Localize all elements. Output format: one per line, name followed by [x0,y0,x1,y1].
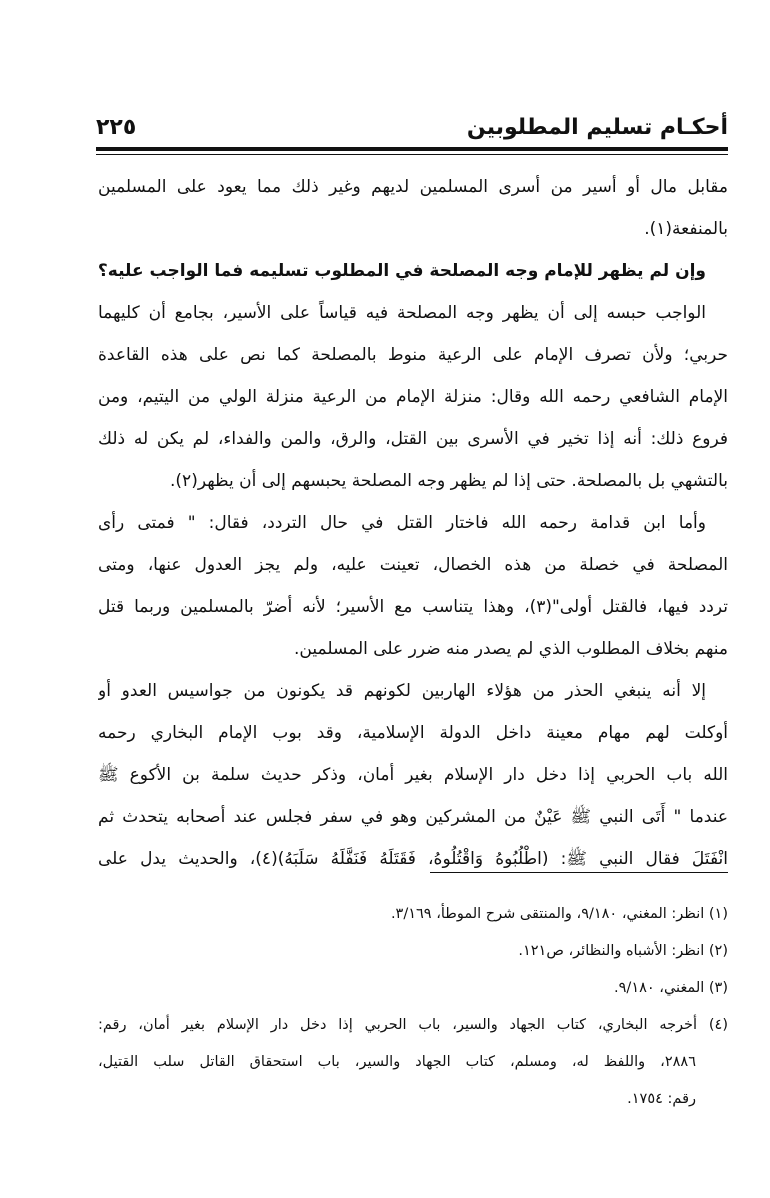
body-line: حربي؛ ولأن تصرف الإمام على الرعية منوط بالمصلحة كما نص على هذه القاعدة [98,345,728,365]
running-title: أحكـام تسليم المطلوبين [466,115,728,140]
body-line: تردد فيها، فالقتل أولى"(٣)، وهذا يتناسب مع الأسير؛ لأنه أضرّ بالمسلمين وربما قتل [98,597,728,617]
footnote-4: (٤) أخرجه البخاري، كتاب الجهاد والسير، باب الحربي إذا دخل دار الإسلام بغير أمان، رقم: [98,1017,728,1033]
body-line: الإمام الشافعي رحمه الله وقال: منزلة الإمام من الرعية منزلة الولي من اليتيم، ومن [98,387,728,407]
footnote-4-continued: ٢٨٨٦، واللفظ له، ومسلم، كتاب الجهاد والسير، باب استحقاق القاتل سلب القتيل، [98,1054,696,1070]
body-line: وأما ابن قدامة رحمه الله فاختار القتل في حال التردد، فقال: " فمتى رأى [98,513,706,533]
body-line: الواجب حبسه إلى أن يظهر وجه المصلحة فيه قياساً على الأسير، بجامع أن كليهما [98,303,706,323]
body-line: إلا أنه ينبغي الحذر من هؤلاء الهاربين لكونهم قد يكونون من جواسيس العدو أو [98,681,706,701]
body-line: منهم بخلاف المطلوب الذي لم يصدر منه ضرر على المسلمين. [294,639,728,659]
body-line: فروع ذلك: أنه إذا تخير في الأسرى بين القتل، والرق، والمن والفداء، لم يكن له ذلك [98,429,728,449]
footnote-4-continued: رقم: ١٧٥٤. [627,1091,696,1107]
body-line: أوكلت لهم مهام معينة داخل الدولة الإسلامية، وقد بوب الإمام البخاري رحمه [98,723,728,743]
header-rule-thin [96,154,728,155]
body-line: بالتشهي بل بالمصلحة. حتى إذا لم يظهر وجه المصلحة يحبسهم إلى أن يظهر(٢). [170,471,728,491]
body-line: مقابل مال أو أسير من أسرى المسلمين لديهم وغير ذلك مما يعود على المسلمين [98,177,728,197]
header-rule-thick [96,147,728,151]
body-line: انْفَتَلَ فقال النبي ﷺ: (اطْلُبُوهُ وَاقْتُلُوهُ، فَقَتَلَهُ فَنَفَّلَهُ سَلَبَهُ)(٤)، والحديث يدل على [98,849,728,869]
section-question: وإن لم يظهر للإمام وجه المصلحة في المطلوب تسليمه فما الواجب عليه؟ [98,261,706,281]
body-line: عندما " أَتَى النبي ﷺ عَيْنٌ من المشركين وهو في سفر فجلس عند أصحابه يتحدث ثم [98,807,728,827]
page-number: ٢٢٥ [96,115,137,140]
body-text [98,166,728,880]
footnote-separator [430,872,728,873]
footnote-1: (١) انظر: المغني، ٩/١٨٠، والمنتقى شرح الموطأ، ٣/١٦٩. [390,906,728,922]
body-line: المصلحة في خصلة من هذه الخصال، تعينت عليه، ولم يجز العدول عنها، ومتى [98,555,728,575]
footnote-3: (٣) المغني، ٩/١٨٠. [614,980,728,996]
body-line: بالمنفعة(١). [644,219,728,239]
footnotes [98,896,728,1118]
body-line: الله باب الحربي إذا دخل دار الإسلام بغير أمان، وذكر حديث سلمة بن الأكوع ﷺ [98,765,728,785]
footnote-2: (٢) انظر: الأشباه والنظائر، ص١٢١. [518,943,728,959]
page-header [96,112,728,148]
